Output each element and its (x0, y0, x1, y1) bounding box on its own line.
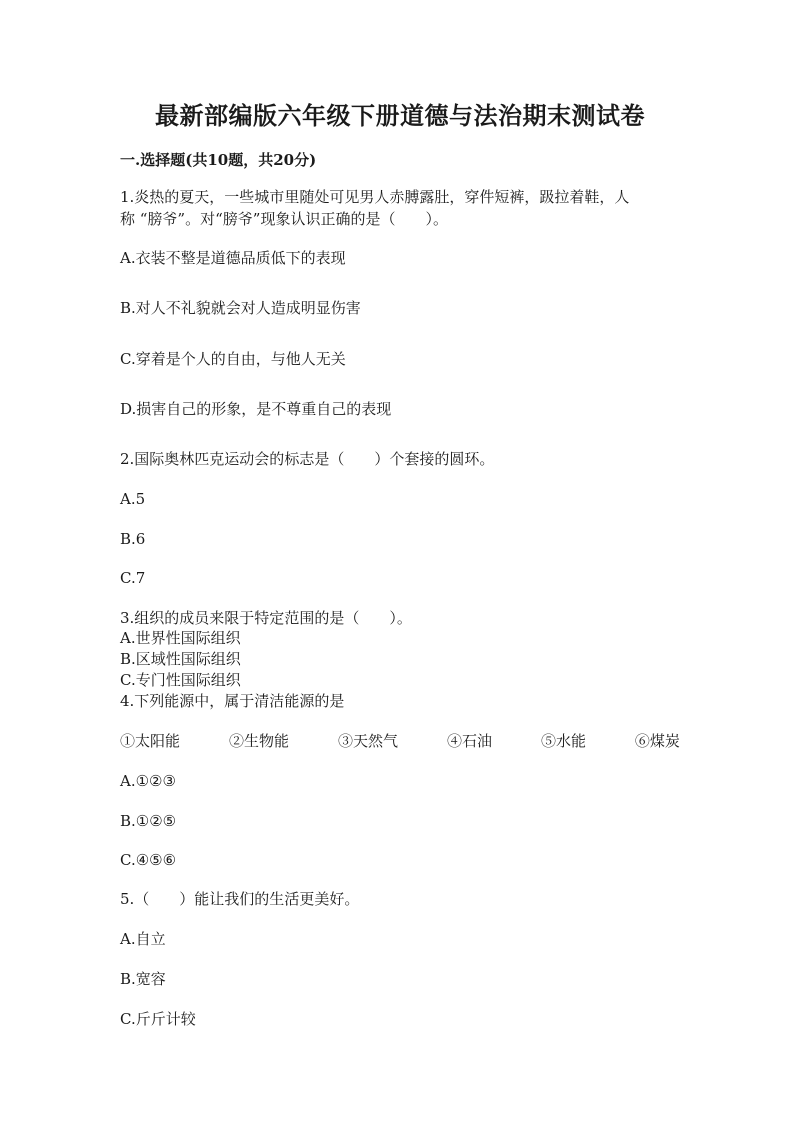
question-4-option-c: C.④⑤⑥ (120, 851, 177, 869)
question-4-option-a: A.①②③ (120, 772, 176, 790)
question-4-choice-4: ④石油 (446, 732, 492, 750)
question-4-choice-5: ⑤水能 (540, 732, 586, 750)
question-4-option-b: B.①②⑤ (120, 812, 177, 830)
question-1-option-d: D.损害自己的形象，是不尊重自己的表现 (120, 400, 392, 418)
question-2-stem: 2.国际奥林匹克运动会的标志是（ ）个套接的圆环。 (120, 450, 495, 468)
question-5-option-a: A.自立 (120, 930, 166, 948)
section-heading: 一.选择题(共10题，共20分) (120, 151, 317, 169)
question-2-option-a: A.5 (120, 490, 146, 508)
page-title: 最新部编版六年级下册道德与法治期末测试卷 (155, 101, 645, 130)
question-4-stem: 4.下列能源中，属于清洁能源的是 (120, 692, 345, 710)
question-4-choice-2: ②生物能 (228, 732, 289, 750)
question-3-stem: 3.组织的成员来限于特定范围的是（ ）。 (120, 609, 412, 627)
question-2-option-c: C.7 (120, 569, 146, 587)
question-1-option-b: B.对人不礼貌就会对人造成明显伤害 (120, 299, 361, 317)
question-5-option-c: C.斤斤计较 (120, 1010, 196, 1028)
question-3-option-a: A.世界性国际组织 (120, 629, 241, 647)
question-5-option-b: B.宽容 (120, 970, 166, 988)
question-4-choice-3: ③天然气 (337, 732, 398, 750)
question-3-option-c: C.专门性国际组织 (120, 671, 241, 689)
question-4-choice-list (120, 730, 680, 752)
question-1-stem-line-2: 称 “膀爷”。对“膀爷”现象认识正确的是（ ）。 (120, 210, 448, 228)
question-2-option-b: B.6 (120, 530, 146, 548)
question-1-option-a: A.衣装不整是道德品质低下的表现 (120, 249, 346, 267)
question-3-option-b: B.区域性国际组织 (120, 650, 241, 668)
question-4-choice-1: ①太阳能 (120, 732, 181, 750)
question-5-stem: 5.（ ）能让我们的生活更美好。 (120, 890, 360, 908)
question-4-choice-6: ⑥煤炭 (634, 732, 680, 750)
question-1-option-c: C.穿着是个人的自由，与他人无关 (120, 350, 346, 368)
question-1-stem-line-1: 1.炎热的夏天，一些城市里随处可见男人赤膊露肚，穿件短裤，趿拉着鞋，人 (120, 188, 630, 206)
